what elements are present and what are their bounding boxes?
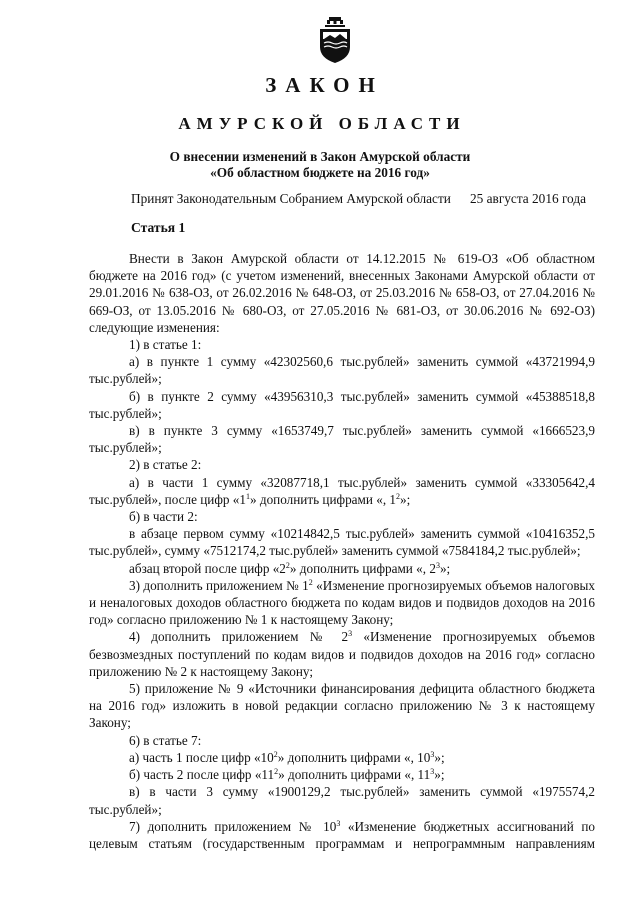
paragraph-intro: Внести в Закон Амурской области от 14.12.2015 № 619-ОЗ «Об областном бюджете на 2016 год» (с учетом изменений, внесенных Законами Амурской области от 29.01.2016 № 638-ОЗ, от 26.02.2016 № 648-ОЗ, от 25.03.2016 № 658-ОЗ, от 27.04.2016 № 669-ОЗ, от 13.05.2016 № 680-ОЗ, от 27.05.2016 № 681-ОЗ, от 30.06.2016 № 692-ОЗ) следующие изменения: — [89, 251, 595, 335]
paragraph-6c: в) в части 3 сумму «1900129,2 тыс.рублей» заменить суммой «1975574,2 тыс.рублей»; — [89, 784, 595, 817]
document-subtitle: АМУРСКОЙ ОБЛАСТИ — [178, 114, 466, 133]
paragraph-6b: б) часть 2 после цифр «$11^2$» дополнить цифрами «, $11^3$»; — [129, 767, 445, 783]
adopted-date: 25 августа 2016 года — [470, 191, 586, 206]
law-heading — [0, 149, 640, 181]
article-body — [89, 250, 595, 852]
paragraph-1b: б) в пункте 2 сумму «43956310,3 тыс.рублей» заменить суммой «45388518,8 тыс.рублей»; — [89, 388, 595, 421]
law-heading-line2: «Об областном бюджете на 2016 год» — [210, 165, 430, 180]
adopted-by: Принят Законодательным Собранием Амурской области — [131, 191, 451, 206]
paragraph-6: 6) в статье 7: — [129, 732, 202, 748]
paragraph-5: 5) приложение № 9 «Источники финансирования дефицита областного бюджета на 2016 год» изложить в новой редакции согласно приложению № 3 к настоящему Закону; — [89, 681, 595, 731]
paragraph-2: 2) в статье 2: — [129, 457, 202, 473]
paragraph-3: 3) дополнить приложением № $1^2$ «Изменение прогнозируемых объемов налоговых и неналоговых доходов областного бюджета по кодам видов и подвидов доходов на 2016 год» согласно приложению № 1 к настоящему Закону; — [89, 577, 595, 628]
paragraph-4: 4) дополнить приложением № $2^3$ «Изменение прогнозируемых объемов безвозмездных поступлений по кодам видов и подвидов доходов на 2016 год» согласно приложению № 2 к настоящему Закону; — [89, 629, 595, 679]
paragraph-2a: а) в части 1 сумму «32087718,1 тыс.рублей» заменить суммой «33305642,4 тыс.рублей», после цифр «$1^1$» дополнить цифрами «, $1^2$»; — [89, 474, 595, 507]
paragraph-6a: а) часть 1 после цифр «$10^2$» дополнить цифрами «, $10^3$»; — [129, 749, 445, 765]
document-title: ЗАКОН — [265, 73, 384, 97]
law-heading-line1: О внесении изменений в Закон Амурской области — [169, 149, 471, 164]
paragraph-1: 1) в статье 1: — [129, 337, 202, 353]
paragraph-2b2: абзац второй после цифр «$2^2$» дополнить цифрами «, $2^3$»; — [129, 560, 451, 576]
coat-of-arms-icon — [316, 16, 354, 64]
paragraph-1c: в) в пункте 3 сумму «1653749,7 тыс.рублей» заменить суммой «1666523,9 тыс.рублей»; — [89, 423, 595, 456]
paragraph-1a: а) в пункте 1 сумму «42302560,6 тыс.рублей» заменить суммой «43721994,9 тыс.рублей»; — [89, 354, 595, 387]
paragraph-2b: б) в части 2: — [129, 509, 198, 525]
paragraph-7: 7) дополнить приложением № $10^3$ «Изменение бюджетных ассигнований по целевым статьям (государственным программам и непрограммным направлениям — [89, 818, 596, 851]
article-title: Статья 1 — [131, 220, 186, 235]
paragraph-2b1: в абзаце первом сумму «10214842,5 тыс.рублей» заменить суммой «10416352,5 тыс.рублей», сумму «7512174,2 тыс.рублей» заменить суммой «7584184,2 тыс.рублей»; — [89, 526, 595, 559]
